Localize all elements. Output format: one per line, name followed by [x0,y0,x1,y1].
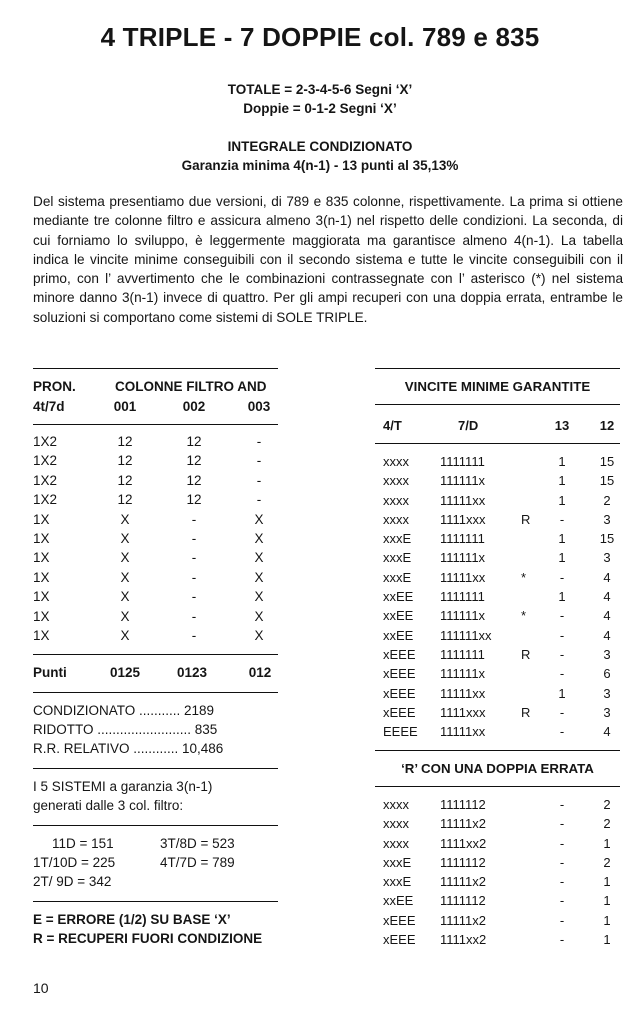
vincite-cell: 111111x [440,608,486,624]
filter-row [33,609,278,628]
filter-cell: X [120,627,130,643]
vincite-cell: 3 [603,646,611,662]
punti-value: 0125 [109,665,141,680]
vincite-cell: xxEE [383,608,414,624]
filter-cell: X [254,550,264,566]
vincite-cell: 1111111 [440,589,485,605]
vincite-cell: R [521,511,531,527]
recuperi-cell: - [559,912,565,928]
recuperi-cell: xxxE [383,854,412,870]
vincite-cell: 11111xx [440,569,486,585]
recuperi-cell: 1 [603,912,611,928]
vincite-row [380,473,620,492]
vincite-cell: 4 [603,569,611,585]
filter-table-body [33,434,278,647]
vincite-cell: xEEE [383,646,416,662]
recuperi-row [380,932,620,951]
colonne-filtro-label: COLONNE FILTRO AND [115,379,267,394]
summary-condizionato: CONDIZIONATO ........... 2189 [33,703,215,718]
vincite-cell: 111111x [440,666,486,682]
recuperi-cell: 1111112 [440,854,486,870]
punti-value: 0123 [176,665,208,680]
recuperi-row [380,855,620,874]
filter-row [33,570,278,589]
vincite-row [380,512,620,531]
vincite-cell: xxxx [383,473,409,489]
vincite-row [380,628,620,647]
vincite-cell: xEEE [383,685,416,701]
vincite-cell: 1111111 [440,531,485,547]
vincite-cell: * [521,608,527,624]
filter-row [33,628,278,647]
summary-rule [33,692,278,693]
recuperi-cell: 2 [603,816,611,832]
recuperi-cell: xEEE [383,912,416,928]
vincite-cell: 6 [603,666,611,682]
recuperi-cell: xxxx [383,816,409,832]
recuperi-cell: - [559,932,565,948]
vincite-row [380,608,620,627]
vincite-column-header: 7/D [458,418,479,433]
vincite-cell: 1 [558,492,566,508]
recuperi-heading: ‘R’ CON UNA DOPPIA ERRATA [401,761,594,776]
totale-line: TOTALE = 2-3-4-5-6 Segni ‘X’ [227,82,413,97]
vincite-cell: 111111x [440,473,486,489]
filter-cell: X [120,589,130,605]
vincite-row [380,686,620,705]
filter-cell: 12 [117,492,133,508]
vincite-cell: xxxE [383,550,412,566]
filter-cell: - [191,550,197,566]
punti-rule [33,654,278,655]
vincite-row [380,550,620,569]
filter-cell: - [256,472,262,488]
vincite-cell: 1 [558,589,566,605]
filter-cell: 1X [33,608,50,624]
vincite-cell: xxxx [383,492,409,508]
vincite-cell: * [521,569,527,585]
recuperi-cell: 2 [603,854,611,870]
vincite-column-header: 13 [554,418,570,433]
filter-cell: - [191,627,197,643]
legend-errore: E = ERRORE (1/2) SU BASE ‘X’ [33,912,231,927]
recuperi-cell: 11111x2 [440,816,487,832]
sistemi-list-rule [33,825,278,826]
filter-cell: 1X2 [33,453,58,469]
vincite-cell: 4 [603,608,611,624]
filter-cell: X [120,608,130,624]
vincite-cell: xxxE [383,531,412,547]
vincite-cell: EEEE [383,724,418,740]
right-top-rule [375,368,620,369]
vincite-cell: 111111x [440,550,486,566]
vincite-cell: xxEE [383,627,414,643]
vincite-row [380,724,620,743]
recuperi-cell: - [559,874,565,890]
filter-cell: X [254,627,264,643]
recuperi-row [380,836,620,855]
column-header: 001 [113,399,137,414]
recuperi-top-rule [375,750,620,751]
recuperi-heading-rule [375,786,620,787]
vincite-cell: 11111xx [440,724,486,740]
filter-row [33,589,278,608]
filter-row [33,512,278,531]
doppie-line: Doppie = 0-1-2 Segni ‘X’ [243,101,397,116]
vincite-row [380,570,620,589]
recuperi-cell: 1 [603,874,611,890]
recuperi-cell: xxxx [383,797,409,812]
filter-cell: 1X [33,569,50,585]
filter-cell: 1X [33,550,50,566]
vincite-row [380,531,620,550]
filter-cell: 12 [117,472,133,488]
vincite-cell: 1111xxx [440,704,486,720]
filter-cell: 12 [186,472,202,488]
recuperi-row [380,874,620,893]
vincite-cell: 11111xx [440,492,486,508]
filter-cell: 12 [117,453,133,469]
vincite-cell: R [521,704,531,720]
filter-cell: - [256,492,262,508]
vincite-cell: - [559,666,565,682]
filter-cell: 12 [186,492,202,508]
vincite-cell: 15 [599,531,615,547]
garanzia-line: Garanzia minima 4(n-1) - 13 punti al 35,13% [181,158,459,173]
vincite-cell: 1 [558,550,566,566]
vincite-cell: 1111111 [440,454,485,469]
vincite-cell: 1 [558,531,566,547]
recuperi-cell: - [559,816,565,832]
recuperi-row [380,816,620,835]
vincite-row [380,493,620,512]
recuperi-cell: 1111xx2 [440,932,487,948]
recuperi-cell: 11111x2 [440,912,487,928]
recuperi-cell: 1 [603,932,611,948]
vincite-heading: VINCITE MINIME GARANTITE [404,379,591,394]
vincite-cell: 1111xxx [440,511,486,527]
sistemi-intro-line: generati dalle 3 col. filtro: [33,798,184,813]
recuperi-cell: xxxx [383,835,409,851]
vincite-cell: - [559,511,565,527]
integrale-heading: INTEGRALE CONDIZIONATO [227,139,413,154]
vincite-cell: 3 [603,685,611,701]
recuperi-cell: 1111112 [440,893,486,909]
filter-cell: - [191,589,197,605]
filter-row [33,434,278,453]
vincite-cell: - [559,569,565,585]
recuperi-cell: - [559,835,565,851]
recuperi-cell: xEEE [383,932,416,948]
vincite-cell: - [559,646,565,662]
filter-cell: 12 [186,434,202,449]
filter-row [33,473,278,492]
vincite-cell: 11111xx [440,685,486,701]
vincite-cell: 3 [603,704,611,720]
filter-cell: - [191,530,197,546]
vincite-cell: xEEE [383,666,416,682]
recuperi-cell: - [559,854,565,870]
vincite-cell: - [559,724,565,740]
filter-cell: 1X2 [33,434,58,449]
filter-cell: X [254,569,264,585]
vincite-cell: 111111xx [440,627,492,643]
intro-paragraph: Del sistema presentiamo due versioni, di 789 e 835 colonne, rispettivamente. La prima si ottiene mediante tre colonne filtro e assicura almeno 3(n-1) nel rispetto delle condizioni. La seconda, di cui forniamo lo sviluppo, è leggermente maggiorata ma garantisce almeno 4(n-1). La tabella indica le vincite minime conseguibili con il secondo sistema e tutte le vincite conseguibili con il primo, con l’ avvertimento che le combinazioni contrassegnate con l’ asterisco (*) nel sistema minore danno 3(n-1) invece di quattro. Per gli ampi recuperi con una doppia errata, entrambe le soluzioni si comportano come sistemi di SOLE TRIPLE. [33,194,623,325]
filter-row [33,492,278,511]
recuperi-row [380,797,620,816]
vincite-columns-rule [375,443,620,444]
vincite-cell: 4 [603,589,611,605]
filter-row [33,550,278,569]
filter-cell: - [191,569,197,585]
recuperi-table-body [380,797,620,951]
vincite-row [380,666,620,685]
recuperi-cell: - [559,797,565,812]
sistemi-rule [33,768,278,769]
vincite-cell: 15 [599,473,615,489]
recuperi-row [380,913,620,932]
filter-cell: X [254,589,264,605]
sistema-entry: 3T/8D = 523 [160,836,235,851]
column-header: 002 [182,399,206,414]
vincite-cell: 4 [603,724,611,740]
pron-sublabel: 4t/7d [33,399,65,414]
vincite-cell: 4 [603,627,611,643]
vincite-cell: xxEE [383,589,414,605]
vincite-cell: - [559,608,565,624]
filter-cell: X [254,511,264,527]
punti-value: 012 [248,665,272,680]
vincite-cell: xxxx [383,511,409,527]
recuperi-cell: 1 [603,835,611,851]
filter-cell: X [120,530,130,546]
filter-cell: X [254,530,264,546]
recuperi-cell: xxEE [383,893,414,909]
filter-cell: 12 [117,434,133,449]
sistema-entry: 2T/ 9D = 342 [33,874,112,889]
vincite-row [380,589,620,608]
recuperi-cell: 2 [603,797,611,812]
vincite-cell: 1 [558,685,566,701]
sistemi-intro-line: I 5 SISTEMI a garanzia 3(n-1) [33,779,213,794]
filter-cell: 1X2 [33,492,58,508]
filter-cell: - [191,511,197,527]
filter-cell: - [256,434,262,449]
filter-cell: X [254,608,264,624]
filter-cell: 1X2 [33,472,58,488]
vincite-table-body [380,454,620,743]
filter-cell: 1X [33,511,50,527]
vincite-cell: 3 [603,511,611,527]
vincite-column-header: 4/T [383,418,402,433]
recuperi-cell: xxxE [383,874,412,890]
recuperi-row [380,893,620,912]
summary-ridotto: RIDOTTO ......................... 835 [33,722,218,737]
sistema-entry: 1T/10D = 225 [33,855,116,870]
sistema-entry: 11D = 151 [52,836,114,851]
vincite-cell: - [559,627,565,643]
vincite-cell: - [559,704,565,720]
punti-label: Punti [33,665,67,680]
vincite-cell: 1 [558,454,566,469]
column-header: 003 [247,399,271,414]
legend-recuperi: R = RECUPERI FUORI CONDIZIONE [33,931,263,946]
vincite-cell: xxxE [383,569,412,585]
left-top-rule [33,368,278,369]
filter-cell: X [120,569,130,585]
vincite-row [380,454,620,473]
filter-cell: 12 [186,453,202,469]
filter-cell: - [191,608,197,624]
filter-cell: 1X [33,627,50,643]
vincite-cell: 15 [599,454,615,469]
filter-row [33,531,278,550]
filter-cell: X [120,550,130,566]
filter-cell: X [120,511,130,527]
vincite-cell: xxxx [383,454,409,469]
page-title: 4 TRIPLE - 7 DOPPIE col. 789 e 835 [100,22,540,52]
pron-label: PRON. [33,379,76,394]
page-number: 10 [33,980,49,996]
filter-cell: 1X [33,530,50,546]
recuperi-cell: - [559,893,565,909]
vincite-cell: 2 [603,492,611,508]
vincite-cell: R [521,646,531,662]
recuperi-cell: 11111x2 [440,874,487,890]
vincite-cell: xEEE [383,704,416,720]
recuperi-cell: 1 [603,893,611,909]
sistema-entry: 4T/7D = 789 [160,855,235,870]
vincite-cell: 1 [558,473,566,489]
recuperi-cell: 1111112 [440,797,486,812]
vincite-cell: 1111111 [440,646,485,662]
vincite-row [380,647,620,666]
summary-rr-relativo: R.R. RELATIVO ............ 10,486 [33,741,224,756]
filter-header-rule [33,424,278,425]
recuperi-cell: 1111xx2 [440,835,487,851]
vincite-cell: 3 [603,550,611,566]
filter-cell: - [256,453,262,469]
filter-cell: 1X [33,589,50,605]
vincite-column-header: 12 [599,418,615,433]
vincite-row [380,705,620,724]
legend-rule [33,901,278,902]
vincite-heading-rule [375,404,620,405]
filter-row [33,453,278,472]
